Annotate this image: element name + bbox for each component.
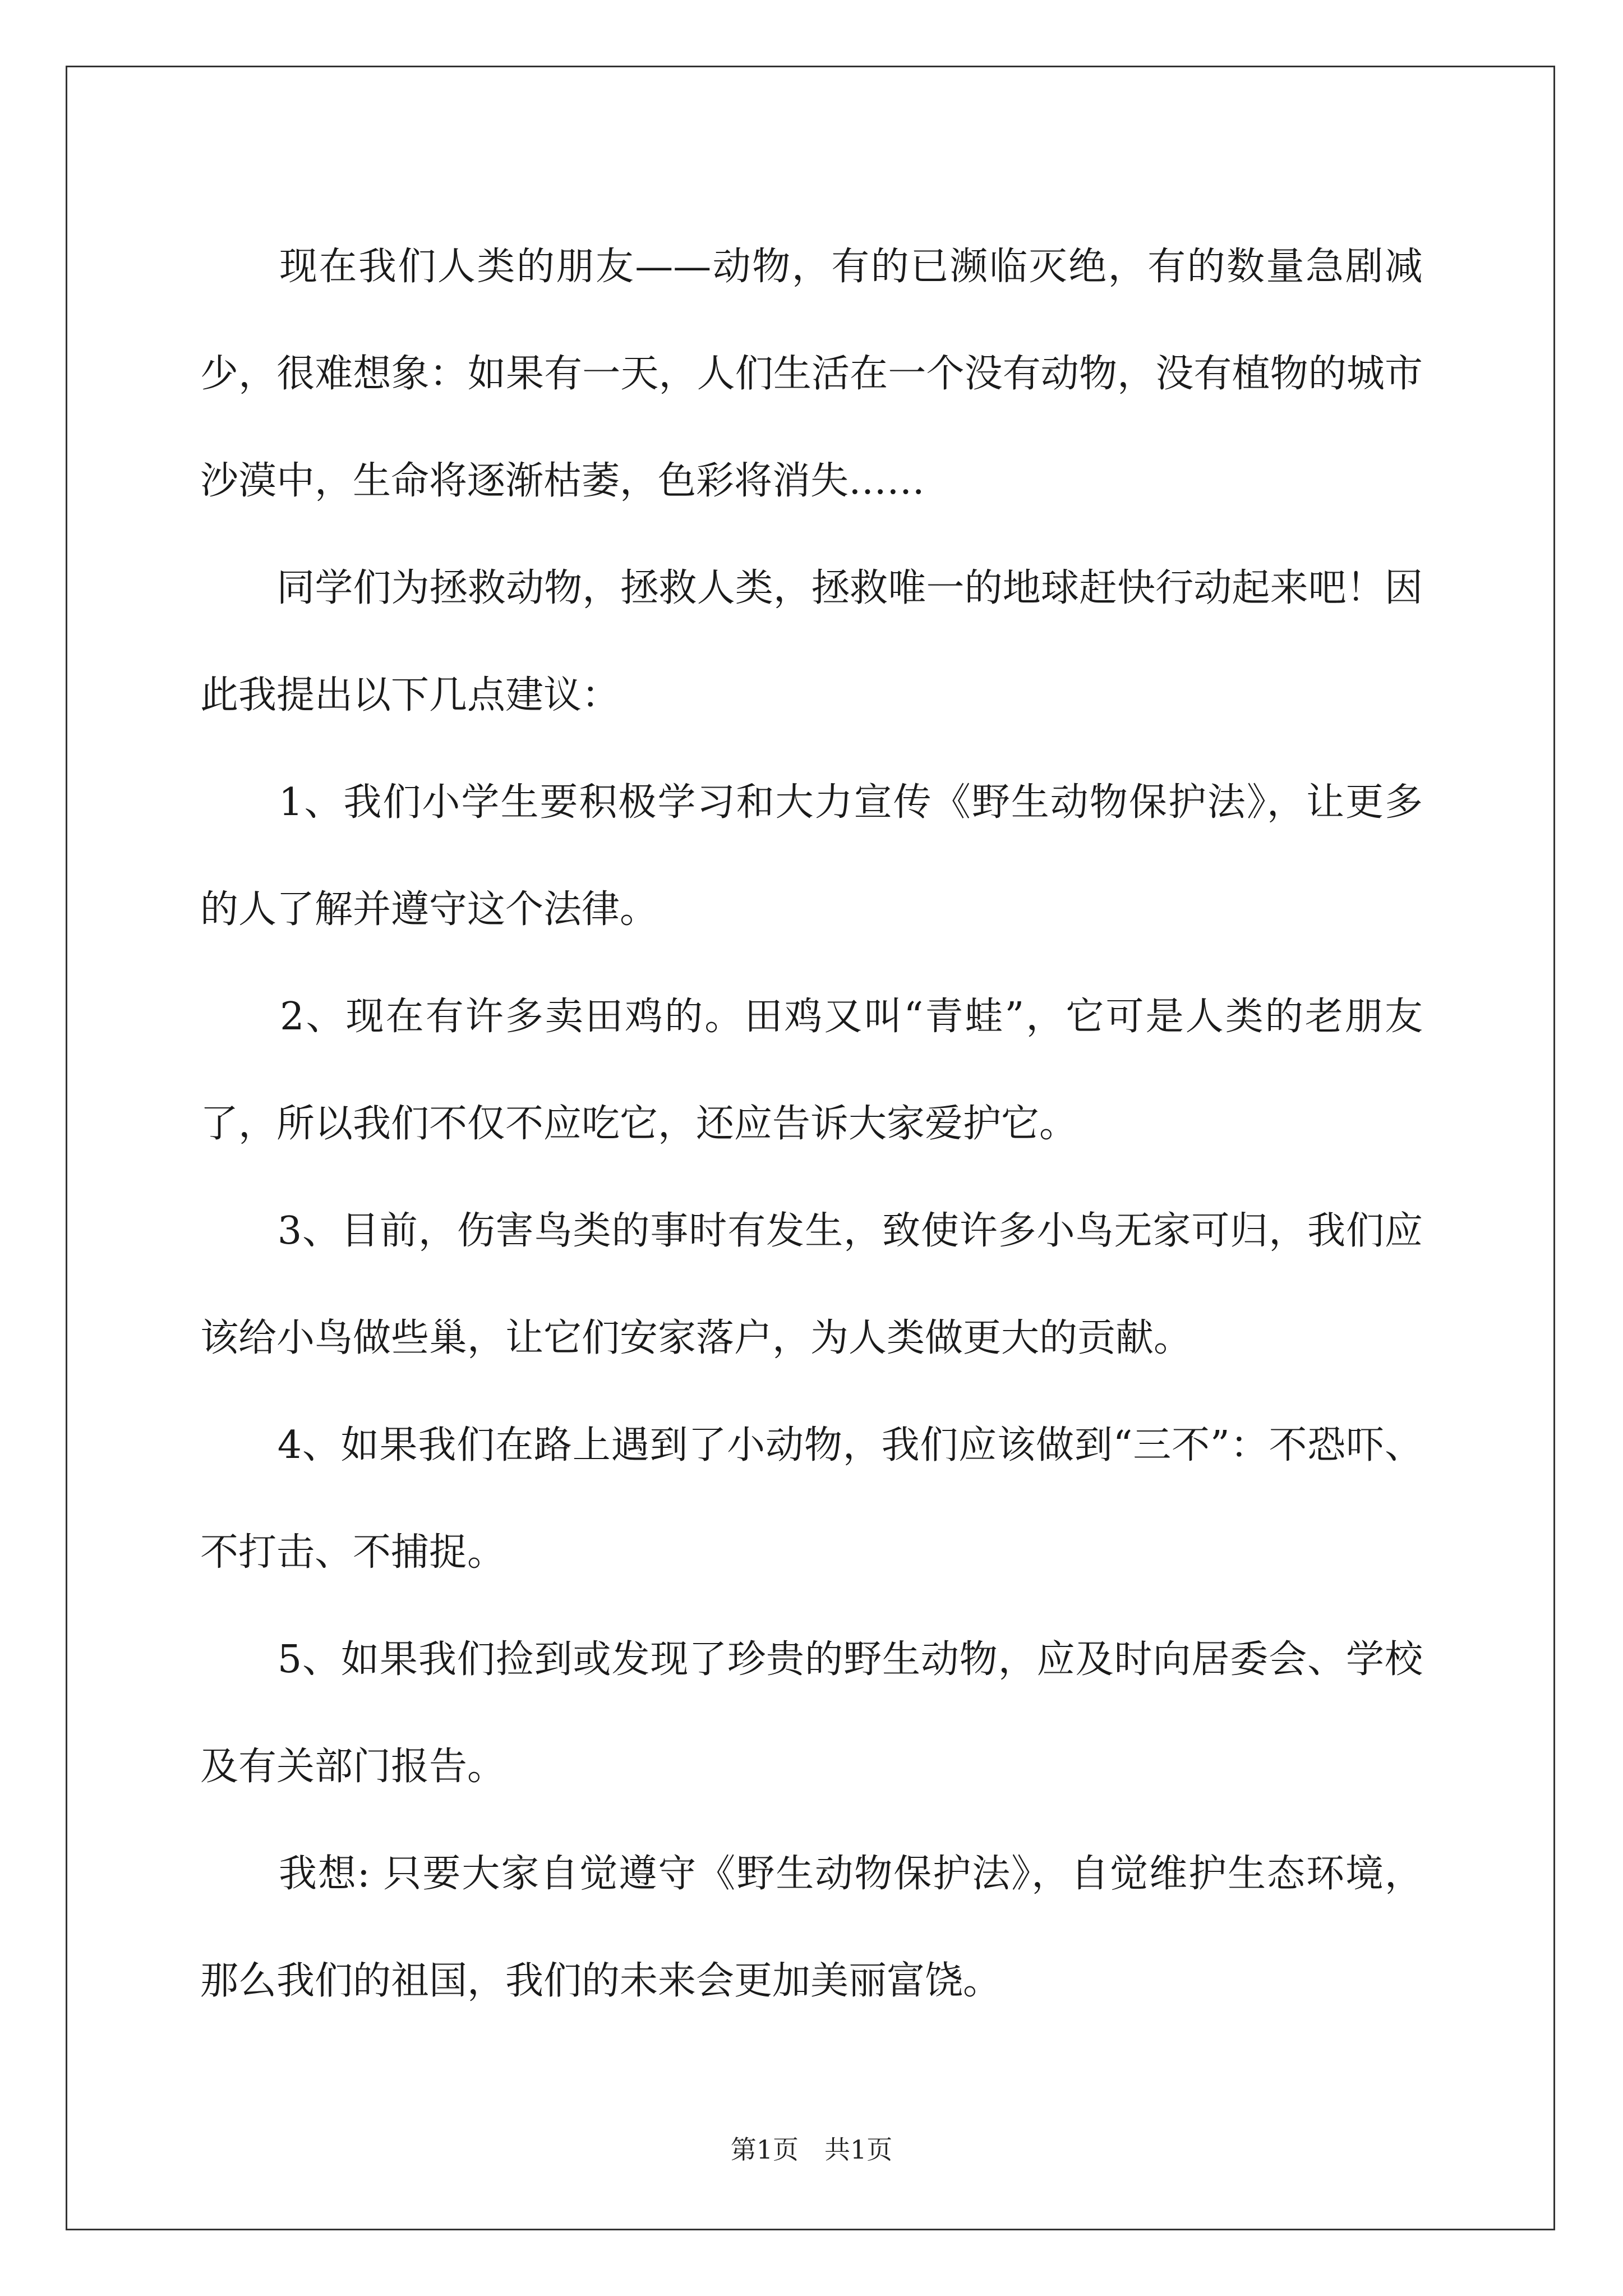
page-number-footer: 第1页 共1页 — [730, 2134, 893, 2165]
paragraph-suggestion-2: 2、现在有许多卖田鸡的。田鸡又叫“青蛙”，它可是人类的老朋友了，所以我们不仅不应吃它，还应告诉大家爱护它。 — [200, 995, 1423, 1146]
paragraph-intro: 现在我们人类的朋友——动物，有的已濒临灭绝，有的数量急剧减少，很难想象：如果有一天，人们生活在一个没有动物，没有植物的城市沙漠中，生命将逐渐枯萎，色彩将消失…… — [200, 245, 1423, 503]
paragraph-suggestion-5: 5、如果我们捡到或发现了珍贵的野生动物，应及时向居委会、学校及有关部门报告。 — [200, 1637, 1423, 1789]
paragraph-conclusion: 我想: 只要大家自觉遵守《野生动物保护法》，自觉维护生态环境，那么我们的祖国，我们的未来会更加美丽富饶。 — [200, 1852, 1423, 2003]
paragraph-suggestion-4: 4、如果我们在路上遇到了小动物，我们应该做到“三不”：不恐吓、不打击、不捕捉。 — [200, 1423, 1423, 1575]
paragraph-suggestion-3: 3、目前，伤害鸟类的事时有发生，致使许多小鸟无家可归，我们应该给小鸟做些巢，让它们安家落户，为人类做更大的贡献。 — [200, 1209, 1423, 1360]
document-body — [200, 213, 1423, 2035]
paragraph-call-to-action: 同学们为拯救动物，拯救人类，拯救唯一的地球赶快行动起来吧！因此我提出以下几点建议： — [200, 566, 1423, 717]
paragraph-suggestion-1: 1、我们小学生要积极学习和大力宣传《野生动物保护法》，让更多的人了解并遵守这个法律。 — [200, 780, 1423, 932]
